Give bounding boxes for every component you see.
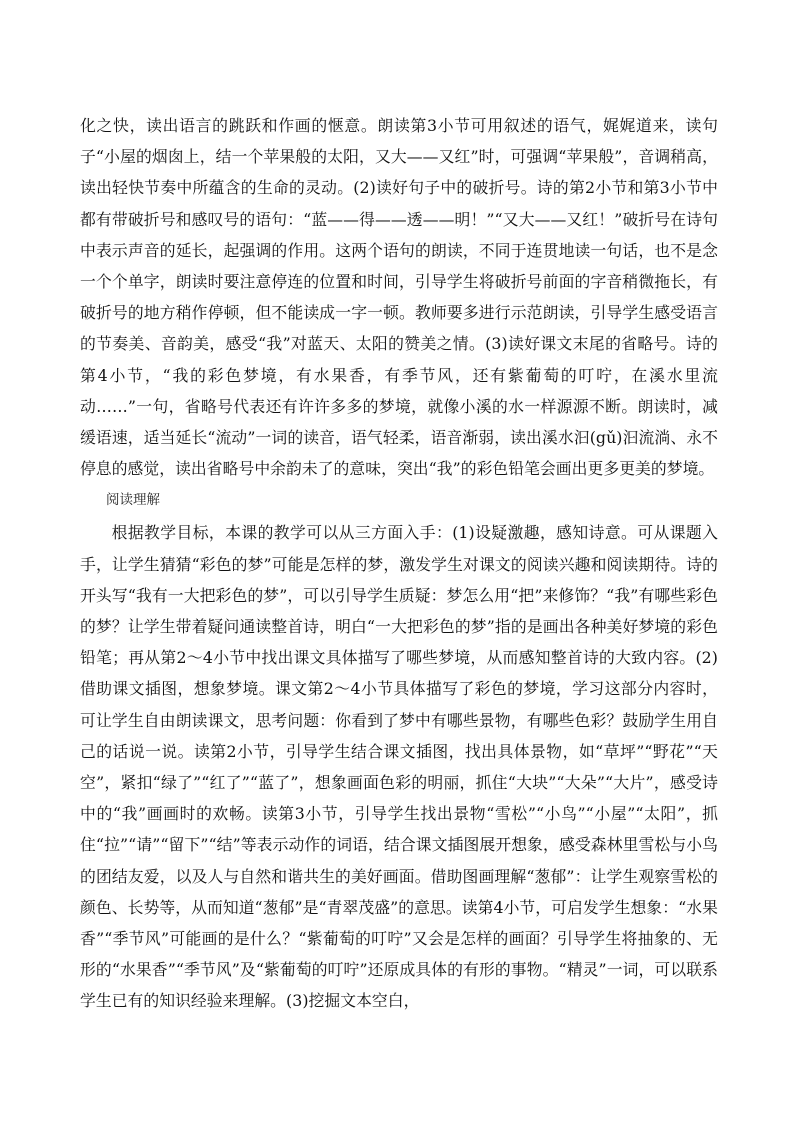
document-page — [80, 110, 718, 1017]
body-paragraph-reading-tips: 化之快，读出语言的跳跃和作画的惬意。朗读第3小节可用叙述的语气，娓娓道来，读句子“小屋的烟囱上，结一个苹果般的太阳，又大——又红”时，可强调“苹果般”，音调稍高，读出轻快节奏中所蕴含的生命的灵动。(2)读好句子中的破折号。诗的第2小节和第3小节中都有带破折号和感叹号的语句：“蓝——得——透——明！”“又大——又红！”破折号在诗句中表示声音的延长，起强调的作用。这两个语句的朗读，不同于连贯地读一句话，也不是念一个个单字，朗读时要注意停连的位置和时间，引导学生将破折号前面的字音稍微拖长，有破折号的地方稍作停顿，但不能读成一字一顿。教师要多进行示范朗读，引导学生感受语言的节奏美、音韵美，感受“我”对蓝天、太阳的赞美之情。(3)读好课文末尾的省略号。诗的第4小节，“我的彩色梦境，有水果香，有季节风，还有紫葡萄的叮咛，在溪水里流动……”一句，省略号代表还有许许多多的梦境，就像小溪的水一样源源不断。朗读时，减缓语速，适当延长“流动”一词的读音，语气轻柔，语音渐弱，读出溪水汩(gǔ)汩流淌、永不停息的感觉，读出省略号中余韵未了的意味，突出“我”的彩色铅笔会画出更多更美的梦境。 — [80, 116, 718, 479]
section-heading-reading-comprehension: 阅读理解 — [106, 492, 160, 509]
body-paragraph-reading-comprehension: 根据教学目标，本课的教学可以从三方面入手：(1)设疑激趣，感知诗意。可从课题入手，让学生猜猜“彩色的梦”可能是怎样的梦，激发学生对课文的阅读兴趣和阅读期待。诗的开头写“我有一大把彩色的梦”，可以引导学生质疑：梦怎么用“把”来修饰？“我”有哪些彩色的梦？让学生带着疑问通读整首诗，明白“一大把彩色的梦”指的是画出各种美好梦境的彩色铅笔；再从第2～4小节中找出课文具体描写了哪些梦境，从而感知整首诗的大致内容。(2)借助课文插图，想象梦境。课文第2～4小节具体描写了彩色的梦境，学习这部分内容时，可让学生自由朗读课文，思考问题：你看到了梦中有哪些景物，有哪些色彩？鼓励学生用自己的话说一说。读第2小节，引导学生结合课文插图，找出具体景物，如“草坪”“野花”“天空”，紧扣“绿了”“红了”“蓝了”，想象画面色彩的明丽，抓住“大块”“大朵”“大片”，感受诗中的“我”画画时的欢畅。读第3小节，引导学生找出景物“雪松”“小鸟”“小屋”“太阳”，抓住“拉”“请”“留下”“结”等表示动作的词语，结合课文插图展开想象，感受森林里雪松与小鸟的团结友爱，以及人与自然和谐共生的美好画面。借助图画理解“葱郁”：让学生观察雪松的颜色、长势等，从而知道“葱郁”是“青翠茂盛”的意思。读第4小节，可启发学生想象：“水果香”“季节风”可能画的是什么？“紫葡萄的叮咛”又会是怎样的画面？引导学生将抽象的、无形的“水果香”“季节风”及“紫葡萄的叮咛”还原成具体的有形的事物。“精灵”一词，可以联系学生已有的知识经验来理解。(3)挖掘文本空白， — [80, 523, 718, 1011]
